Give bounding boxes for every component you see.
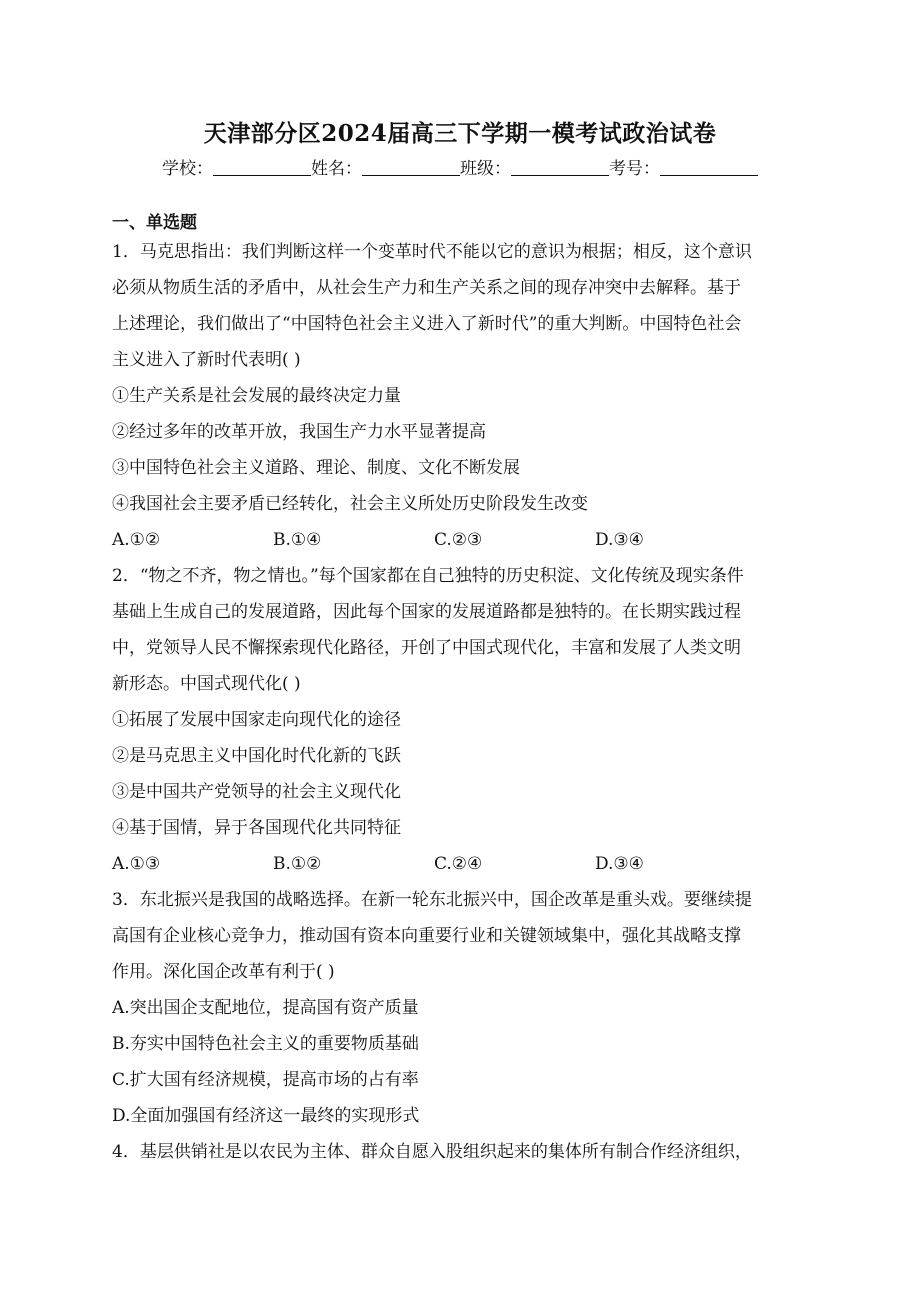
- question-3-choice-d[interactable]: D.全面加强国有经济这一最终的实现形式: [112, 1106, 420, 1126]
- question-1-statement: ④我国社会主要矛盾已经转化，社会主义所处历史阶段发生改变: [112, 494, 588, 514]
- question-3-choice-b[interactable]: B.夯实中国特色社会主义的重要物质基础: [112, 1034, 419, 1054]
- question-3-stem-line: 3．东北振兴是我国的战略选择。在新一轮东北振兴中，国企改革是重头戏。要继续提: [112, 890, 752, 910]
- number-field: [609, 154, 758, 184]
- school-label: 学校：: [162, 159, 213, 179]
- question-1-stem-line: 上述理论，我们做出了“中国特色社会主义进入了新时代”的重大判断。中国特色社会: [112, 314, 742, 334]
- question-1-choice-a[interactable]: A.①②: [112, 530, 161, 550]
- question-3-stem-line: 高国有企业核心竞争力，推动国有资本向重要行业和关键领域集中，强化其战略支撑: [112, 926, 741, 946]
- name-field: [311, 154, 460, 184]
- question-3: [112, 882, 812, 1134]
- question-1-choice-b[interactable]: B.①④: [273, 530, 322, 550]
- question-1-stem-line: 必须从物质生活的矛盾中，从社会生产力和生产关系之间的现存冲突中去解释。基于: [112, 278, 741, 298]
- question-2-statement: ①拓展了发展中国家走向现代化的途径: [112, 710, 401, 730]
- question-2-statement: ④基于国情，异于各国现代化共同特征: [112, 818, 401, 838]
- class-field: [460, 154, 609, 184]
- class-blank[interactable]: [511, 157, 609, 176]
- student-info-row: [0, 154, 920, 184]
- question-2-stem-line: 2．“物之不齐，物之情也。”每个国家都在自己独特的历史积淀、文化传统及现实条件: [112, 566, 744, 586]
- name-label: 姓名：: [311, 159, 362, 179]
- question-1-choices: [112, 522, 812, 558]
- question-2-choice-a[interactable]: A.①③: [112, 854, 161, 874]
- question-4-stem-line: 4．基层供销社是以农民为主体、群众自愿入股组织起来的集体所有制合作经济组织，: [112, 1142, 752, 1162]
- question-1-stem-line: 主义进入了新时代表明( ): [112, 350, 301, 370]
- question-2-stem-line: 基础上生成自己的发展道路，因此每个国家的发展道路都是独特的。在长期实践过程: [112, 602, 741, 622]
- question-2-stem-line: 中，党领导人民不懈探索现代化路径，开创了中国式现代化，丰富和发展了人类文明: [112, 638, 741, 658]
- question-3-choice-a[interactable]: A.突出国企支配地位，提高国有资产质量: [112, 998, 419, 1018]
- question-2-choices: [112, 846, 812, 882]
- section-heading: 一、单选题: [112, 213, 197, 233]
- question-2-choice-d[interactable]: D.③④: [595, 854, 644, 874]
- number-label: 考号：: [609, 159, 660, 179]
- school-blank[interactable]: [213, 157, 311, 176]
- question-2-statement: ③是中国共产党领导的社会主义现代化: [112, 782, 401, 802]
- questions-list: [112, 234, 812, 1170]
- question-1-choice-c[interactable]: C.②③: [434, 530, 483, 550]
- school-field: [162, 154, 311, 184]
- question-1: [112, 234, 812, 558]
- question-3-stem-line: 作用。深化国企改革有利于( ): [112, 962, 335, 982]
- number-blank[interactable]: [660, 157, 758, 176]
- question-2-choice-c[interactable]: C.②④: [434, 854, 483, 874]
- question-1-choice-d[interactable]: D.③④: [595, 530, 644, 550]
- question-1-statement: ③中国特色社会主义道路、理论、制度、文化不断发展: [112, 458, 520, 478]
- question-4: [112, 1134, 812, 1170]
- question-2-statement: ②是马克思主义中国化时代化新的飞跃: [112, 746, 401, 766]
- question-3-choice-c[interactable]: C.扩大国有经济规模，提高市场的占有率: [112, 1070, 419, 1090]
- exam-title: 天津部分区2024届高三下学期一模考试政治试卷: [203, 120, 717, 147]
- question-2: [112, 558, 812, 882]
- class-label: 班级：: [460, 159, 511, 179]
- question-2-stem-line: 新形态。中国式现代化( ): [112, 674, 301, 694]
- question-1-statement: ②经过多年的改革开放，我国生产力水平显著提高: [112, 422, 486, 442]
- name-blank[interactable]: [362, 157, 460, 176]
- question-1-statement: ①生产关系是社会发展的最终决定力量: [112, 386, 401, 406]
- question-2-choice-b[interactable]: B.①②: [273, 854, 322, 874]
- question-1-stem-line: 1．马克思指出：我们判断这样一个变革时代不能以它的意识为根据；相反，这个意识: [112, 242, 752, 262]
